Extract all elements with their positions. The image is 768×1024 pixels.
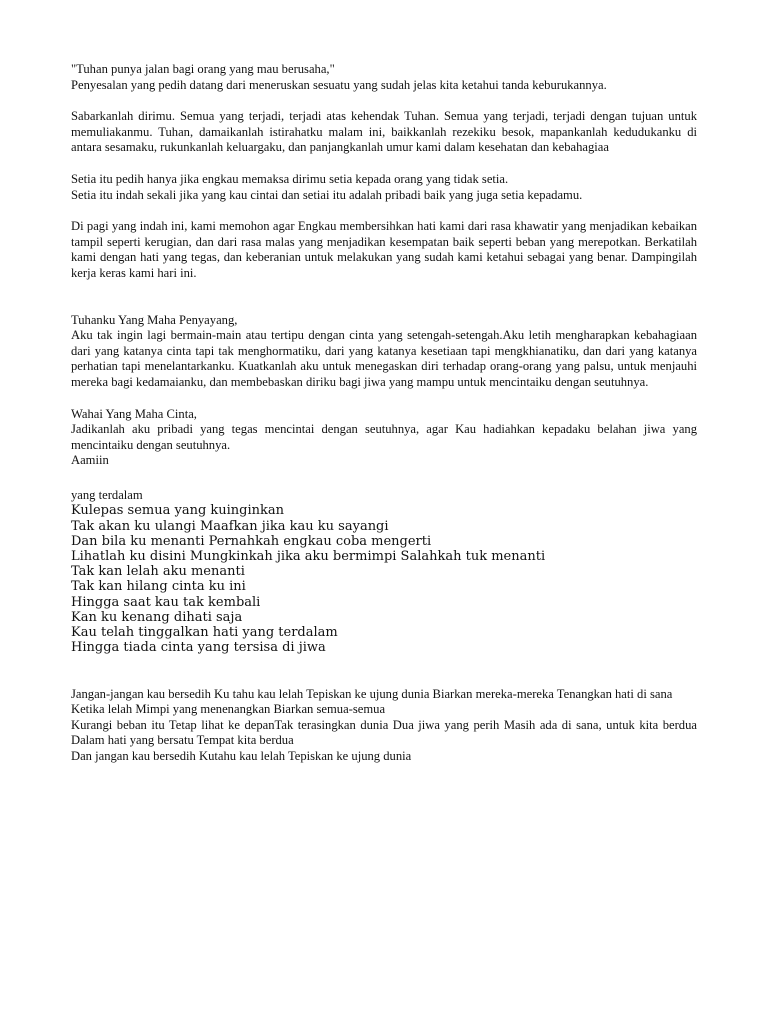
pagi-paragraph: Di pagi yang indah ini, kami memohon agar Engkau membersihkan hati kami dari rasa khawatir yang menjadikan kebaikan tampil seperti kerugian, dan dari rasa malas yang menjadikan kesempatan baik seperti beban yang merepotkan. Berkatilah kami dengan hati yang tegas, dan keberanian untuk melakukan yang sudah kami ketahui sebagai yang benar. Dampingilah kerja keras kami hari ini. <box>71 219 697 280</box>
amen-line: Aamiin <box>71 453 109 468</box>
doa-paragraph <box>71 313 697 391</box>
poem-line: Tak kan lelah aku menanti <box>71 564 245 580</box>
poem-line: Dan bila ku menanti Pernahkah engkau coba mengerti <box>71 533 432 549</box>
jangan-line-2: Ketika lelah Mimpi yang menenangkan Biarkan semua-semua <box>71 702 386 717</box>
setia-line-2: Setia itu indah sekali jika yang kau cintai dan setiai itu adalah pribadi baik yang juga setia kepadamu. <box>71 187 583 202</box>
cinta-heading: Wahai Yang Maha Cinta, <box>71 406 197 421</box>
poem-line: Tak kan hilang cinta ku ini <box>71 579 246 595</box>
regret-line: Penyesalan yang pedih datang dari meneruskan sesuatu yang sudah jelas kita ketahui tanda keburukannya. <box>71 77 607 92</box>
poem-line: Lihatlah ku disini Mungkinkah jika aku bermimpi Salahkah tuk menanti <box>71 549 546 565</box>
jangan-paragraph <box>71 687 697 765</box>
jangan-para-3: Kurangi beban itu Tetap lihat ke depanTak terasingkan dunia Dua jiwa yang perih Masih ada di sana, untuk kita berdua Dalam hati yang bersatu Tempat kita berdua <box>71 717 697 748</box>
poem-block <box>71 488 697 656</box>
poem-line: Hingga tiada cinta yang tersisa di jiwa <box>71 640 326 656</box>
document-page <box>71 62 697 764</box>
cinta-body: Jadikanlah aku pribadi yang tegas mencintai dengan seutuhnya, agar Kau hadiahkan kepadaku belahan jiwa yang mencintaiku dengan seutuhnya. <box>71 422 697 452</box>
quote-line: "Tuhan punya jalan bagi orang yang mau berusaha," <box>71 62 335 76</box>
poem-line: Kau telah tinggalkan hati yang terdalam <box>71 625 338 641</box>
jangan-line-4: Dan jangan kau bersedih Kutahu kau lelah Tepiskan ke ujung dunia <box>71 748 412 763</box>
poem-line: Kan ku kenang dihati saja <box>71 609 243 625</box>
poem-line: Hingga saat kau tak kembali <box>71 594 261 610</box>
poem-line: Tak akan ku ulangi Maafkan jika kau ku sayangi <box>71 518 389 534</box>
poem-title: yang terdalam <box>71 487 143 502</box>
jangan-para-1: Jangan-jangan kau bersedih Ku tahu kau lelah Tepiskan ke ujung dunia Biarkan mereka-mereka Tenangkan hati di sana <box>71 686 673 701</box>
cinta-paragraph <box>71 407 697 469</box>
doa-body: Aku tak ingin lagi bermain-main atau tertipu dengan cinta yang setengah-setengah.Aku letih mengharapkan kebahagiaan dari yang katanya cinta tapi tak menghormatiku, dari yang katanya kesetiaan tapi mengkhianatiku, dan dari yang katanya perhatian tapi menelantarkanku. Kuatkanlah aku untuk menegaskan diri terhadap orang-orang yang palsu, untuk menjauhi mereka bagi kedamaianku, dan membebaskan diriku bagi jiwa yang mampu untuk mencintaiku dengan seutuhnya. <box>71 328 697 389</box>
quote-paragraph <box>71 62 697 93</box>
sabar-paragraph: Sabarkanlah dirimu. Semua yang terjadi, terjadi atas kehendak Tuhan. Semua yang terjadi, terjadi dengan tujuan untuk memuliakanmu. Tuhan, damaikanlah istirahatku malam ini, baikkanlah rezekiku besok, mapankanlah kedudukanku di antara sesamaku, rukunkanlah keluargaku, dan panjangkanlah umur kami dalam kesehatan dan kebahagiaa <box>71 109 697 155</box>
poem-line: Kulepas semua yang kuinginkan <box>71 503 285 519</box>
setia-line-1: Setia itu pedih hanya jika engkau memaksa dirimu setia kepada orang yang tidak setia. <box>71 171 509 186</box>
setia-paragraph <box>71 172 697 203</box>
doa-heading: Tuhanku Yang Maha Penyayang, <box>71 312 238 327</box>
